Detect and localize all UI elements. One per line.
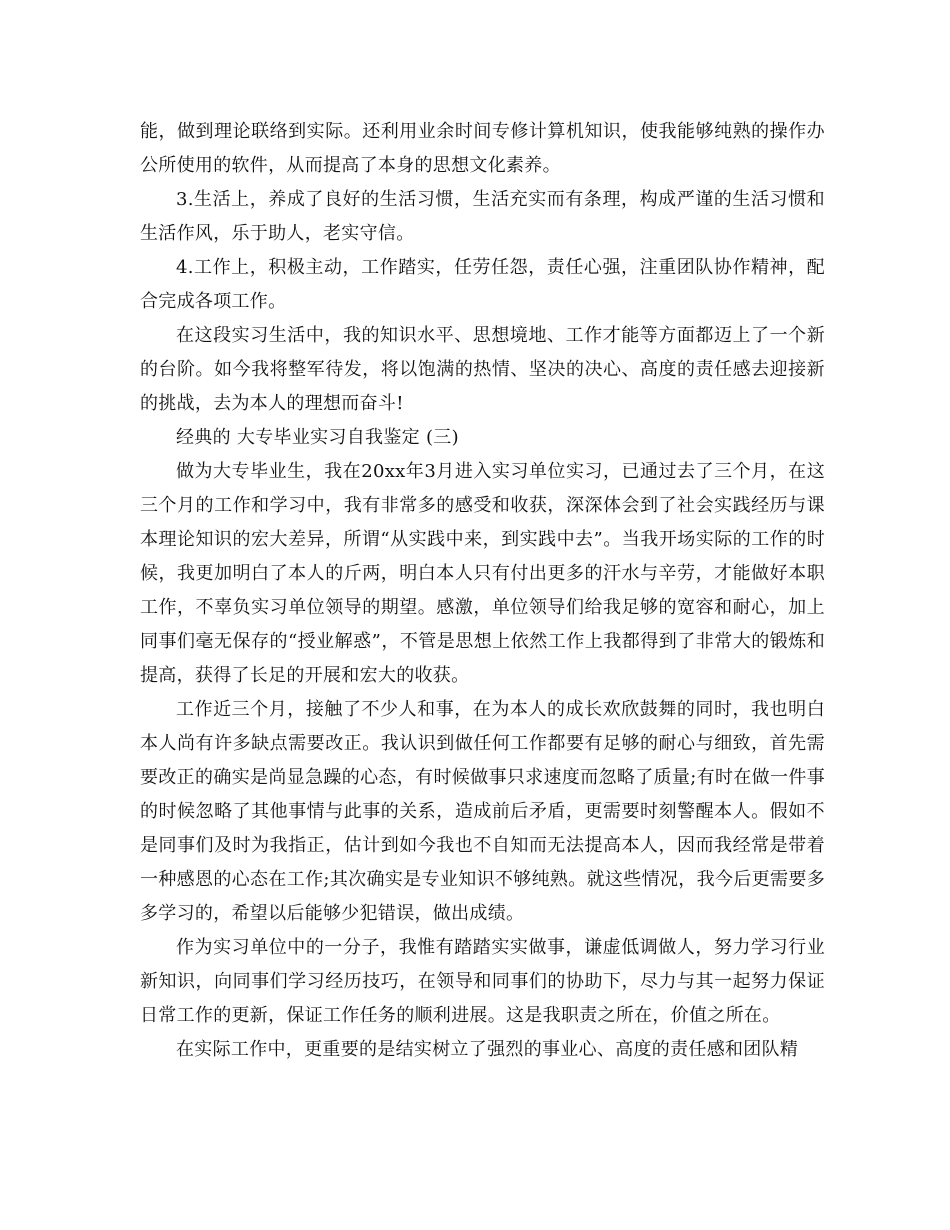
paragraph-practice: 在实际工作中，更重要的是结实树立了强烈的事业心、高度的责任感和团队精 <box>176 1039 799 1060</box>
paragraph-summary: 在这段实习生活中，我的知识水平、思想境地、工作才能等方面都迈上了一个新的台阶。如今我将整军待发，将以饱满的热情、坚决的决心、高度的责任感去迎接新的挑战，去为本人的理想而奋斗! <box>140 325 825 414</box>
paragraph-continuation: 能，做到理论联络到实际。还利用业余时间专修计算机知识，使我能够纯熟的操作办公所使用的软件，从而提高了本身的思想文化素养。 <box>140 121 825 176</box>
paragraph-duty: 作为实习单位中的一分子，我惟有踏踏实实做事，谦虚低调做人，努力学习行业新知识，向同事们学习经历技巧，在领导和同事们的协助下，尽力与其一起努力保证日常工作的更新，保证工作任务的顺利进展。这是我职责之所在，价值之所在。 <box>140 937 825 1026</box>
paragraph-life: 3.生活上，养成了良好的生活习惯，生活充实而有条理，构成严谨的生活习惯和生活作风，乐于助人，老实守信。 <box>140 189 825 244</box>
section-heading: 经典的 大专毕业实习自我鉴定 (三) <box>176 427 459 448</box>
document-body <box>140 115 825 1067</box>
paragraph-intro: 做为大专毕业生，我在20xx年3月进入实习单位实习，已通过去了三个月，在这三个月的工作和学习中，我有非常多的感受和收获，深深体会到了社会实践经历与课本理论知识的宏大差异，所谓“从实践中来，到实践中去”。当我开场实际的工作的时候，我更加明白了本人的斤两，明白本人只有付出更多的汗水与辛劳，才能做好本职工作，不辜负实习单位领导的期望。感激，单位领导们给我足够的宽容和耐心，加上同事们毫无保存的“授业解惑”，不管是思想上依然工作上我都得到了非常大的锻炼和提高，获得了长足的开展和宏大的收获。 <box>140 461 825 686</box>
paragraph-work: 4.工作上，积极主动，工作踏实，任劳任怨，责任心强，注重团队协作精神，配合完成各项工作。 <box>140 257 825 312</box>
paragraph-shortcomings: 工作近三个月，接触了不少人和事，在为本人的成长欢欣鼓舞的同时，我也明白本人尚有许多缺点需要改正。我认识到做任何工作都要有足够的耐心与细致，首先需要改正的确实是尚显急躁的心态，有时候做事只求速度而忽略了质量;有时在做一件事的时候忽略了其他事情与此事的关系，造成前后矛盾，更需要时刻警醒本人。假如不是同事们及时为我指正，估计到如今我也不自知而无法提高本人，因而我经常是带着一种感恩的心态在工作;其次确实是专业知识不够纯熟。就这些情况，我今后更需要多多学习的，希望以后能够少犯错误，做出成绩。 <box>140 699 825 924</box>
